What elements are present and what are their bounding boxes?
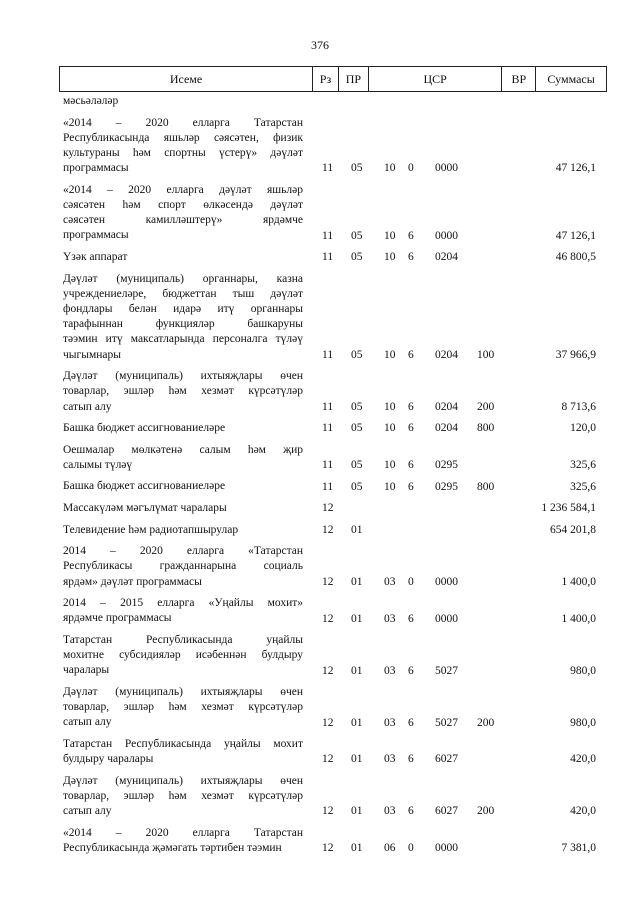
row-name-line: 2014 – 2015 елларга «Уңайлы мохит»: [63, 597, 303, 610]
cell-rz: 12: [322, 575, 334, 588]
cell-rz: 11: [322, 229, 334, 242]
cell-sum: 420,0: [570, 753, 596, 766]
row-name-line: Массакүләм мәгълүмат чаралары: [63, 502, 227, 515]
cell-c3: 0204: [435, 348, 458, 361]
cell-c2: 6: [408, 251, 414, 264]
cell-c2: 6: [408, 229, 414, 242]
cell-rz: 12: [322, 805, 334, 818]
cell-pr: 01: [351, 523, 363, 536]
cell-vr: 100: [477, 348, 495, 361]
cell-pr: 05: [351, 400, 363, 413]
row-name-line: булдыру чаралары: [63, 753, 154, 766]
cell-c2: 6: [408, 664, 414, 677]
row-name-line: «2014 – 2020 елларга Татарстан: [63, 116, 303, 129]
row-name: [63, 523, 303, 538]
row-name-line: Татарстан Республикасында уңайлы: [63, 633, 303, 646]
row-name-line: программасы: [63, 229, 129, 242]
cell-rz: 12: [322, 523, 334, 536]
row-name-line: 2014 – 2020 елларга «Татарстан: [63, 545, 303, 558]
cell-vr: 800: [477, 422, 495, 435]
row-name: [63, 826, 303, 856]
table-row: [0, 501, 640, 516]
cell-sum: 47 126,1: [555, 229, 596, 242]
row-name-line: ярдәмче программасы: [63, 612, 172, 625]
cell-sum: 980,0: [570, 716, 596, 729]
row-name-line: сәясәтен камилләштерү» ярдәмче: [63, 214, 303, 227]
cell-sum: 1 400,0: [561, 612, 596, 625]
cell-pr: 01: [351, 612, 363, 625]
cell-pr: 01: [351, 575, 363, 588]
table-row: [0, 596, 640, 626]
cell-c2: 0: [408, 575, 414, 588]
row-name: [63, 183, 303, 244]
cell-pr: 01: [351, 753, 363, 766]
row-name-line: Дәүләт (муниципаль) ихтыяҗлары өчен: [63, 685, 303, 698]
cell-c2: 6: [408, 400, 414, 413]
cell-rz: 11: [322, 459, 334, 472]
cell-vr: 200: [477, 805, 495, 818]
row-name-line: товарлар, эшләр һәм хезмәт күрсәтүләр: [63, 385, 303, 398]
table-row: [0, 443, 640, 473]
cell-c1: 10: [384, 229, 396, 242]
row-name-line: товарлар, эшләр һәм хезмәт күрсәтүләр: [63, 789, 303, 802]
cell-c2: 0: [408, 162, 414, 175]
cell-sum: 46 800,5: [555, 251, 596, 264]
table-header: [59, 66, 607, 92]
cell-rz: 12: [322, 716, 334, 729]
cell-rz: 11: [322, 251, 334, 264]
cell-c2: 6: [408, 716, 414, 729]
cell-pr: 01: [351, 716, 363, 729]
row-name-line: чаралары: [63, 664, 110, 677]
table-row: [0, 685, 640, 731]
table-row: [0, 183, 640, 244]
row-name: [63, 774, 303, 820]
cell-c1: 10: [384, 348, 396, 361]
row-name: [63, 737, 303, 767]
table-row: [0, 250, 640, 265]
cell-pr: 05: [351, 422, 363, 435]
table-row: [0, 826, 640, 856]
row-name: [63, 596, 303, 626]
cell-c2: 6: [408, 805, 414, 818]
cell-c1: 03: [384, 664, 396, 677]
cell-c3: 0000: [435, 229, 458, 242]
cell-c3: 0000: [435, 162, 458, 175]
row-name-line: Башка бюджет ассигнованиеләре: [63, 422, 226, 435]
cell-c2: 0: [408, 842, 414, 855]
cell-c1: 10: [384, 480, 396, 493]
row-name-line: культураны һәм спортны үстерү» дәүләт: [63, 146, 303, 159]
row-name-line: чыгымнары: [63, 348, 121, 361]
cell-pr: 05: [351, 162, 363, 175]
table-row: [0, 94, 640, 109]
header-name: Исеме: [60, 67, 313, 91]
row-name-line: учреждениеләре, бюджеттан тыш дәүләт: [63, 287, 303, 300]
header-rz: Рз: [313, 67, 339, 91]
cell-sum: 120,0: [570, 422, 596, 435]
row-name-line: программасы: [63, 162, 129, 175]
cell-rz: 12: [322, 664, 334, 677]
cell-c3: 6027: [435, 753, 458, 766]
table-row: [0, 523, 640, 538]
cell-c3: 0000: [435, 575, 458, 588]
row-name-line: тәэмин итү максатларында персоналга түләү: [63, 333, 303, 346]
row-name-line: ярдәм» дәүләт программасы: [63, 575, 202, 588]
cell-vr: 800: [477, 480, 495, 493]
row-name: [63, 479, 303, 494]
cell-c1: 10: [384, 162, 396, 175]
cell-sum: 420,0: [570, 805, 596, 818]
cell-c1: 10: [384, 422, 396, 435]
row-name-line: Республикасында яшьләр сәясәтен, физик: [63, 131, 303, 144]
table-row: [0, 737, 640, 767]
cell-c1: 10: [384, 400, 396, 413]
table-row: [0, 774, 640, 820]
table-body: [0, 94, 640, 862]
row-name-line: Башка бюджет ассигнованиеләре: [63, 480, 226, 493]
table-row: [0, 272, 640, 363]
row-name-line: Дәүләт (муниципаль) ихтыяҗлары өчен: [63, 774, 303, 787]
cell-pr: 05: [351, 480, 363, 493]
cell-sum: 325,6: [570, 459, 596, 472]
row-name-line: сатып алу: [63, 716, 112, 729]
table-row: [0, 116, 640, 177]
row-name: [63, 272, 303, 363]
cell-c3: 5027: [435, 664, 458, 677]
row-name-line: Республикасында җәмәгать тәртибен тәэмин: [63, 841, 282, 854]
row-name: [63, 685, 303, 731]
cell-c1: 03: [384, 575, 396, 588]
row-name-line: Дәүләт (муниципаль) ихтыяҗлары өчен: [63, 370, 303, 383]
cell-pr: 01: [351, 805, 363, 818]
row-name-line: мәсьәләләр: [63, 95, 119, 107]
cell-c3: 5027: [435, 716, 458, 729]
header-pr: ПР: [339, 67, 369, 91]
row-name-line: Оешмалар мөлкәтенә салым һәм җир: [63, 443, 303, 456]
row-name-line: Телевидение һәм радиотапшырулар: [63, 523, 239, 536]
row-name-line: «2014 – 2020 елларга Татарстан: [63, 826, 303, 839]
cell-rz: 11: [322, 162, 334, 175]
cell-rz: 12: [322, 612, 334, 625]
row-name-line: мохитне субсидияләр исәбеннән булдыру: [63, 649, 303, 662]
table-row: [0, 544, 640, 590]
row-name-line: Республикасы гражданнарына социаль: [63, 560, 303, 573]
header-csr: ЦСР: [369, 67, 503, 91]
row-name-line: сәясәтен һәм спорт өлкәсендә дәүләт: [63, 198, 303, 211]
cell-vr: 200: [477, 400, 495, 413]
cell-c3: 0204: [435, 400, 458, 413]
cell-sum: 7 381,0: [561, 842, 596, 855]
table-row: [0, 369, 640, 415]
cell-c3: 0204: [435, 251, 458, 264]
row-name-line: тарафыннан функцияләр башкаруны: [63, 318, 303, 331]
cell-c2: 6: [408, 348, 414, 361]
cell-pr: 05: [351, 459, 363, 472]
cell-c1: 10: [384, 251, 396, 264]
cell-c2: 6: [408, 612, 414, 625]
row-name: [63, 369, 303, 415]
cell-c1: 03: [384, 753, 396, 766]
cell-c3: 0000: [435, 842, 458, 855]
cell-rz: 11: [322, 480, 334, 493]
row-name-line: сатып алу: [63, 400, 112, 413]
cell-c1: 03: [384, 612, 396, 625]
row-name: [63, 544, 303, 590]
cell-rz: 12: [322, 753, 334, 766]
cell-rz: 12: [322, 842, 334, 855]
cell-pr: 05: [351, 229, 363, 242]
cell-c3: 0000: [435, 612, 458, 625]
cell-c3: 6027: [435, 805, 458, 818]
row-name-line: «2014 – 2020 елларга дәүләт яшьләр: [63, 183, 303, 196]
header-sum: Суммасы: [547, 71, 595, 86]
row-name: [63, 94, 303, 109]
cell-c3: 0295: [435, 480, 458, 493]
cell-c1: 03: [384, 805, 396, 818]
cell-sum: 980,0: [570, 664, 596, 677]
cell-c2: 6: [408, 753, 414, 766]
row-name-line: товарлар, эшләр һәм хезмәт күрсәтүләр: [63, 701, 303, 714]
cell-rz: 11: [322, 422, 334, 435]
cell-c1: 10: [384, 459, 396, 472]
row-name-line: Татарстан Республикасында уңайлы мохит: [63, 737, 303, 750]
row-name: [63, 116, 303, 177]
cell-rz: 11: [322, 348, 334, 361]
cell-sum: 1 400,0: [561, 575, 596, 588]
table-row: [0, 421, 640, 436]
row-name-line: Үзәк аппарат: [63, 250, 128, 263]
row-name: [63, 443, 303, 473]
header-vr: ВР: [502, 67, 536, 91]
page-number: 376: [311, 38, 329, 52]
cell-sum: 654 201,8: [550, 523, 596, 536]
row-name-line: фондлары белән идарә итү органнары: [63, 302, 303, 315]
cell-c1: 06: [384, 842, 396, 855]
cell-vr: 200: [477, 716, 495, 729]
cell-c3: 0295: [435, 459, 458, 472]
row-name-line: сатып алу: [63, 805, 112, 818]
cell-c2: 6: [408, 480, 414, 493]
cell-rz: 12: [322, 502, 334, 515]
row-name-line: салымы түләү: [63, 458, 133, 471]
row-name: [63, 501, 303, 516]
cell-c2: 6: [408, 422, 414, 435]
cell-c1: 03: [384, 716, 396, 729]
cell-rz: 11: [322, 400, 334, 413]
cell-pr: 05: [351, 251, 363, 264]
cell-pr: 05: [351, 348, 363, 361]
cell-sum: 47 126,1: [555, 162, 596, 175]
cell-pr: 01: [351, 842, 363, 855]
cell-sum: 37 966,9: [555, 348, 596, 361]
cell-c3: 0204: [435, 422, 458, 435]
cell-pr: 01: [351, 664, 363, 677]
cell-c2: 6: [408, 459, 414, 472]
cell-sum: 1 236 584,1: [541, 502, 596, 515]
row-name: [63, 250, 303, 265]
row-name-line: Дәүләт (муниципаль) органнары, казна: [63, 272, 303, 285]
cell-sum: 325,6: [570, 480, 596, 493]
row-name: [63, 421, 303, 436]
cell-sum: 8 713,6: [561, 400, 596, 413]
table-row: [0, 633, 640, 679]
row-name: [63, 633, 303, 679]
table-row: [0, 479, 640, 494]
